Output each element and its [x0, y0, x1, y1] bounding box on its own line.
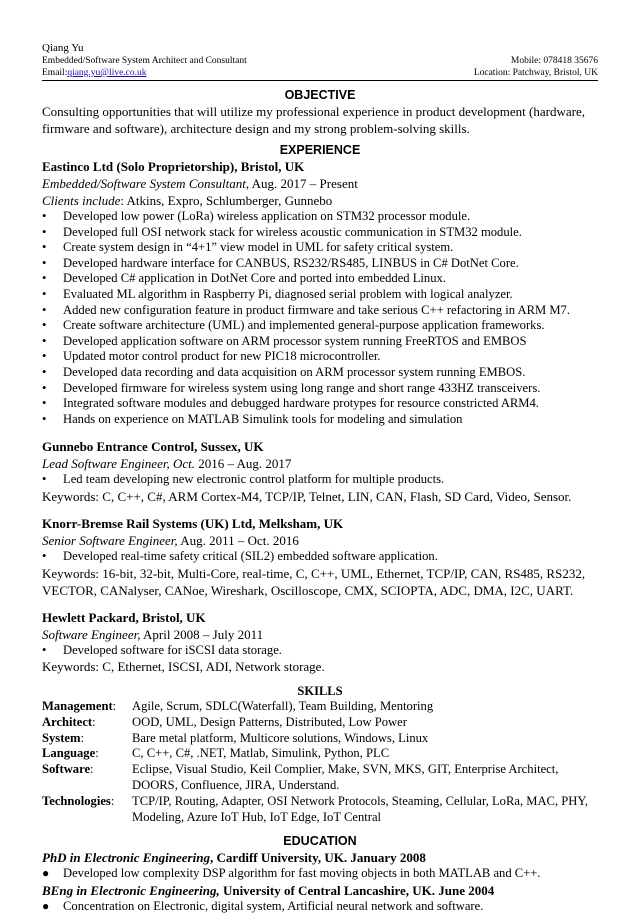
job-bullets [42, 549, 598, 565]
list-item [42, 334, 598, 350]
job-dates: 2016 – Aug. 2017 [194, 456, 292, 472]
list-item [42, 396, 598, 412]
job-role: Senior Software Engineer, [42, 532, 178, 548]
job-company: Eastinco Ltd (Solo Proprietorship), Bristol, UK [42, 159, 305, 174]
objective-heading: OBJECTIVE [284, 88, 356, 102]
skill-value: TCP/IP, Routing, Adapter, OSI Network Protocols, Steaming, Cellular, LoRa, MAC, PHY, Modeling, Azure IoT Hub, IoT Edge, IoT Central [132, 793, 588, 824]
bullet-text: Led team developing new electronic control platform for multiple products. [63, 472, 445, 487]
list-item [42, 209, 598, 225]
job-role-line [42, 626, 598, 643]
email-link[interactable]: qiang.yu@live.co.uk [67, 68, 147, 78]
skill-label: Software: [42, 762, 94, 777]
list-item [42, 349, 598, 365]
job-keywords: Keywords: C, Ethernet, ISCSI, ADI, Network storage. [42, 659, 325, 675]
degree-institution: University of Central Lancashire, UK. June 2004 [219, 883, 495, 899]
objective-text: Consulting opportunities that will utilize my professional experience in product development (hardware, firmware and software), architecture design and my strong problem-solving skills. [42, 104, 585, 136]
skill-label: Architect: [42, 714, 96, 729]
bullet-icon: • [42, 302, 47, 317]
job-role: Software Engineer, [42, 626, 141, 642]
job-dates: Aug. 2017 – Present [249, 176, 358, 191]
skill-label: Technologies: [42, 793, 115, 808]
bullet-text: Updated motor control product for new PIC18 microcontroller. [63, 349, 381, 364]
job-knorr-bremse [42, 515, 598, 599]
list-item [42, 381, 598, 397]
education-heading: EDUCATION [283, 834, 357, 849]
list-item [42, 365, 598, 381]
bullet-text: Added new configuration feature in product firmware and take serious C++ refactoring in ARM M7. [63, 302, 570, 317]
skill-value: Bare metal platform, Multicore solutions, Windows, Linux [132, 730, 429, 745]
bullet-text: Developed firmware for wireless system using long range and short range 433HZ transceivers. [63, 380, 541, 395]
bullet-icon: • [42, 396, 47, 411]
job-eastinco [42, 158, 598, 427]
list-item [42, 318, 598, 334]
skill-label: System: [42, 730, 84, 745]
job-keywords: Keywords: C, C++, C#, ARM Cortex-M4, TCP/IP, Telnet, LIN, CAN, Flash, SD Card, Video, Sensor. [42, 488, 572, 504]
job-company: Hewlett Packard, Bristol, UK [42, 609, 206, 625]
job-company: Gunnebo Entrance Control, Sussex, UK [42, 439, 264, 455]
mobile-number: Mobile: 078418 35676 [510, 56, 598, 66]
bullet-text: Developed application software on ARM processor system running FreeRTOS and EMBOS [63, 333, 527, 348]
bullet-text: Developed real-time safety critical (SIL2) embedded software application. [63, 548, 438, 563]
bullet-text: Evaluated ML algorithm in Raspberry Pi, diagnosed serial problem with logical analyzer. [63, 286, 513, 301]
bullet-text: Developed full OSI network stack for wireless acoustic communication in STM32 module. [63, 224, 522, 239]
bullet-text: Developed data recording and data acquisition on ARM processor system running EMBOS. [63, 364, 526, 379]
list-item [42, 240, 598, 256]
job-role-line [42, 532, 598, 549]
bullet-icon: • [42, 286, 47, 301]
bullet-icon: • [42, 318, 47, 333]
degree-name: BEng in Electronic Engineering, [42, 883, 220, 899]
skill-value: Agile, Scrum, SDLC(Waterfall), Team Building, Mentoring [132, 699, 434, 714]
resume-page [42, 41, 598, 915]
list-item [42, 287, 598, 303]
skills-table [42, 699, 598, 825]
degree-institution: , Cardiff University, UK. January 2008 [209, 850, 426, 866]
list-item [42, 899, 598, 915]
list-item [42, 866, 598, 882]
bullet-text: Developed hardware interface for CANBUS, RS232/RS485, LINBUS in C# DotNet Core. [63, 255, 519, 270]
header-row-2 [42, 67, 598, 81]
education-title-line [42, 849, 598, 866]
list-item [42, 549, 598, 565]
clients-list: : Atkins, Expro, Schlumberger, Gunnebo [120, 193, 333, 208]
location: Location: Patchway, Bristol, UK [473, 68, 598, 78]
job-role-line [42, 455, 598, 472]
list-item [42, 271, 598, 287]
bullet-icon: ● [42, 899, 50, 914]
job-role: Embedded/Software System Consultant, [42, 176, 250, 191]
bullet-text: Create system design in “4+1” view model in UML for safety critical system. [63, 240, 454, 255]
bullet-text: Developed C# application in DotNet Core and ported into embedded Linux. [63, 271, 446, 286]
skill-label: Language: [42, 746, 99, 761]
skill-label: Management: [42, 699, 117, 714]
job-role-line [42, 175, 598, 192]
job-hewlett-packard [42, 609, 598, 676]
email-line [42, 67, 147, 79]
bullet-text: Create software architecture (UML) and implemented general-purpose application frameworks. [63, 318, 545, 333]
bullet-icon: • [42, 411, 47, 426]
bullet-icon: • [42, 240, 47, 255]
job-dates: April 2008 – July 2011 [140, 626, 264, 642]
job-keywords-line-1: Keywords: 16-bit, 32-bit, Multi-Core, real-time, C, C++, UML, Ethernet, TCP/IP, CAN, RS485, RS232, [42, 565, 586, 581]
skill-value: OOD, UML, Design Patterns, Distributed, Low Power [132, 714, 407, 729]
experience-heading: EXPERIENCE [279, 143, 361, 157]
job-company: Knorr-Bremse Rail Systems (UK) Ltd, Melksham, UK [42, 515, 344, 531]
list-item [42, 472, 598, 488]
degree-name: PhD in Electronic Engineering [42, 850, 210, 866]
bullet-text: Developed low complexity DSP algorithm for fast moving objects in both MATLAB and C++. [63, 866, 541, 881]
education-title-line [42, 882, 598, 899]
bullet-icon: • [42, 255, 47, 270]
candidate-name: Qiang Yu [42, 42, 84, 54]
education-entry-phd [42, 849, 598, 882]
job-gunnebo [42, 438, 598, 505]
list-item [42, 303, 598, 319]
header-row-1 [42, 55, 598, 67]
bullet-icon: • [42, 349, 47, 364]
list-item [42, 643, 598, 659]
bullet-icon: ● [42, 866, 50, 881]
job-bullets [42, 472, 598, 488]
bullet-text: Developed low power (LoRa) wireless application on STM32 processor module. [63, 209, 471, 223]
bullet-icon: • [42, 333, 47, 348]
list-item [42, 256, 598, 272]
email-label: Email: [42, 68, 68, 78]
bullet-icon: • [42, 271, 47, 286]
bullet-text: Integrated software modules and debugged hardware protypes for resource constricted ARM4. [63, 396, 539, 411]
job-clients-line [42, 192, 598, 209]
job-role: Lead Software Engineer, Oct. [42, 456, 195, 472]
bullet-icon: • [42, 364, 47, 379]
bullet-icon: • [42, 548, 47, 563]
education-entry-beng [42, 882, 598, 915]
job-dates: Aug. 2011 – Oct. 2016 [177, 532, 299, 548]
list-item [42, 225, 598, 241]
bullet-icon: • [42, 642, 47, 657]
job-bullets [42, 643, 598, 659]
bullet-text: Concentration on Electronic, digital system, Artificial neural network and software. [63, 899, 484, 914]
education-bullets [42, 866, 598, 882]
bullet-text: Developed software for iSCSI data storage. [63, 642, 282, 657]
bullet-text: Hands on experience on MATLAB Simulink tools for modeling and simulation [63, 411, 463, 426]
bullet-icon: • [42, 380, 47, 395]
education-bullets [42, 899, 598, 915]
job-keywords-line-2: VECTOR, CANalyser, CANoe, Wireshark, Oscilloscope, CMX, SCIOPTA, ADC, DMA, I2C, UART. [42, 582, 574, 598]
clients-label: Clients include [42, 193, 121, 208]
skills-heading: SKILLS [297, 684, 343, 699]
list-item [42, 412, 598, 428]
job-bullets [42, 209, 598, 427]
bullet-icon: • [42, 224, 47, 239]
skill-value: C, C++, C#, .NET, Matlab, Simulink, Python, PLC [132, 746, 390, 761]
bullet-icon: • [42, 472, 47, 487]
candidate-title: Embedded/Software System Architect and Consultant [42, 56, 247, 66]
skill-value: Eclipse, Visual Studio, Keil Complier, Make, SVN, MKS, GIT, Enterprise Architect, DOORS, Confluence, JIRA, Understand. [132, 762, 559, 793]
bullet-icon: • [42, 209, 47, 223]
